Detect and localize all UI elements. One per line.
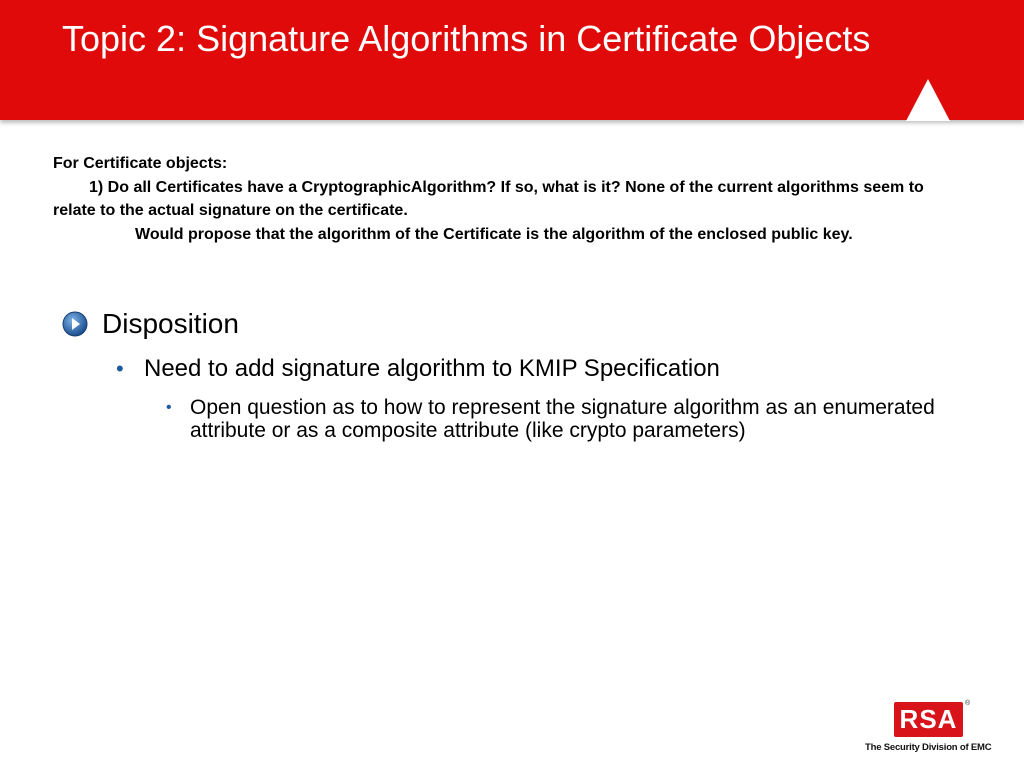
disposition-label: Disposition xyxy=(102,308,239,339)
bullet-level-1 xyxy=(62,308,239,340)
question-text-block xyxy=(53,152,963,246)
level-3-text: Open question as to how to represent the signature algorithm as an enumerated attribute or as a composite attribute (like crypto parameters) xyxy=(190,396,935,442)
bullet-level-2 xyxy=(116,354,720,384)
bullet-dot-icon: • xyxy=(116,356,124,381)
slide-title: Topic 2: Signature Algorithms in Certificate Objects xyxy=(62,18,871,59)
title-bar xyxy=(0,0,1024,120)
proposal-text: Would propose that the algorithm of the Certificate is the algorithm of the enclosed public key. xyxy=(135,225,853,243)
rsa-logo-mark: RSA xyxy=(894,702,963,737)
question-heading: For Certificate objects: xyxy=(53,155,228,172)
level-2-text: Need to add signature algorithm to KMIP Specification xyxy=(144,355,720,382)
circle-arrow-icon xyxy=(62,311,88,337)
logo-tagline: The Security Division of EMC xyxy=(865,742,992,753)
bullet-level-3 xyxy=(166,396,966,442)
bullet-dot-icon: • xyxy=(166,399,172,416)
registered-mark: ® xyxy=(965,700,971,707)
header-notch-decoration xyxy=(906,77,950,121)
rsa-logo xyxy=(865,702,990,758)
question-item-1: 1) Do all Certificates have a CryptographicAlgorithm? If so, what is it? None of the current algorithms seem to relate to the actual signature on the certificate. xyxy=(53,178,924,219)
